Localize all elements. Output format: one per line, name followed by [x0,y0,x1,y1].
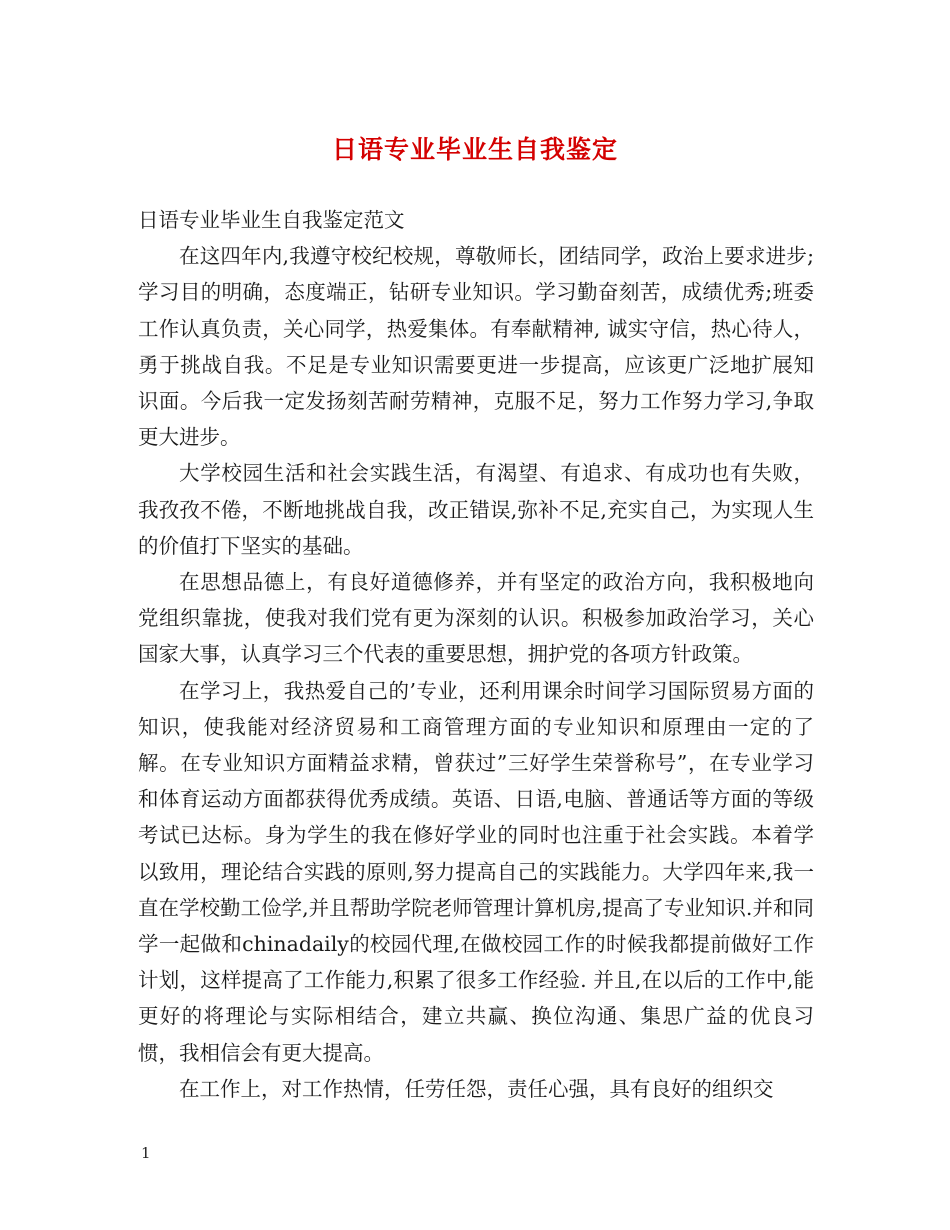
paragraph-2: 大学校园生活和社会实践生活，有渴望、有追求、有成功也有失败，我孜孜不倦，不断地挑战自我，改正错误,弥补不足,充实自己，为实现人生的价值打下坚实的基础。 [138,461,814,558]
document-subtitle: 日语专业毕业生自我鉴定范文 [138,208,405,232]
paragraph-4: 在学习上，我热爱自己的’专业，还利用课余时间学习国际贸易方面的知识，使我能对经济贸易和工商管理方面的专业知识和原理由一定的了解。在专业知识方面精益求精，曾获过”三好学生荣誉称号”，在专业学习和体育运动方面都获得优秀成绩。英语、日语,电脑、普通话等方面的等级考试已达标。身为学生的我在修好学业的同时也注重于社会实践。本着学以致用，理论结合实践的原则,努力提高自己的实践能力。大学四年来,我一直在学校勤工俭学,并且帮助学院老师管理计算机房,提高了专业知识.并和同学一起做和chinadaily的校园代理,在做校园工作的时候我都提前做好工作计划，这样提高了工作能力,积累了很多工作经验. 并且,在以后的工作中,能更好的将理论与实际相结合，建立共赢、换位沟通、集思广益的优良习惯，我相信会有更大提高。 [138,678,814,1065]
document-body [138,202,814,1107]
paragraph-3: 在思想品德上，有良好道德修养，并有坚定的政治方向，我积极地向党组织靠拢，使我对我们党有更为深刻的认识。积极参加政治学习，关心国家大事，认真学习三个代表的重要思想，拥护党的各项方针政策。 [138,570,814,667]
paragraph-5: 在工作上，对工作热情，任劳任怨，责任心强，具有良好的组织交 [179,1076,774,1101]
page-number: 1 [141,1144,151,1162]
document-title: 日语专业毕业生自我鉴定 [331,135,618,164]
paragraph-1: 在这四年内,我遵守校纪校规，尊敬师长，团结同学，政治上要求进步;学习目的明确，态度端正，钻研专业知识。学习勤奋刻苦，成绩优秀;班委工作认真负责，关心同学，热爱集体。有奉献精神, 诚实守信，热心待人，勇于挑战自我。不足是专业知识需要更进一步提高，应该更广泛地扩展知识面。今后我一定发扬刻苦耐劳精神，克服不足，努力工作努力学习,争取更大进步。 [138,244,814,450]
